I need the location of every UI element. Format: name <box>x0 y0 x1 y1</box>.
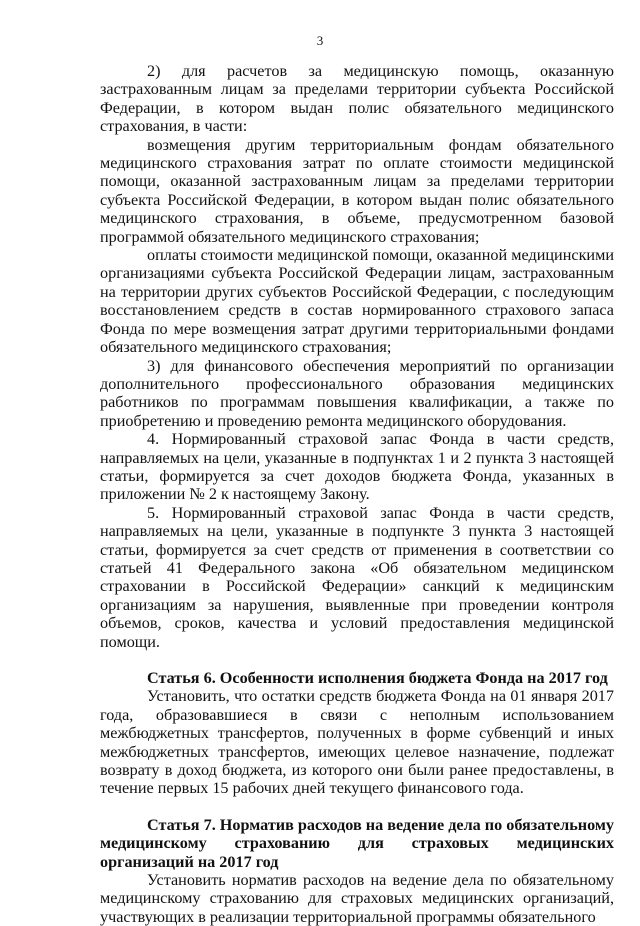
paragraph-payment: оплаты стоимости медицинской помощи, оказанной медицинскими организациями субъекта Российской Федерации лицам, застрахованным на территории других субъектов Российской Федерации, с последующим восстановлением средств в состав нормированного страхового запаса Фонда по мере возмещения затрат другими территориальными фондами обязательного медицинского страхования; <box>100 246 614 357</box>
document-body <box>100 62 614 926</box>
article-6-heading: Статья 6. Особенности исполнения бюджета Фонда на 2017 год <box>147 669 608 687</box>
article-6-text: Установить, что остатки средств бюджета Фонда на 01 января 2017 года, образовавшиеся в связи с неполным использованием межбюджетных трансфертов, полученных в форме субвенций и иных межбюджетных трансфертов, имеющих целевое назначение, подлежат возврату в доход бюджета, из которого они были ранее предоставлены, в течение первых 15 рабочих дней текущего финансового года. <box>100 687 614 798</box>
paragraph-item-3: 3) для финансового обеспечения мероприятий по организации дополнительного профессионального образования медицинских работников по программам повышения квалификации, а также по приобретению и проведению ремонта медицинского оборудования. <box>100 356 614 430</box>
paragraph-clause-5: 5. Нормированный страховой запас Фонда в части средств, направляемых на цели, указанные в подпункте 3 пункта 3 настоящей статьи, формируется за счет средств от применения в соответствии со статьей 41 Федерального закона «Об обязательном медицинском страховании в Российской Федерации» санкций к медицинским организациям за нарушения, выявленные при проведении контроля объемов, сроков, качества и условий предоставления медицинской помощи. <box>100 503 614 651</box>
paragraph-item-2: 2) для расчетов за медицинскую помощь, оказанную застрахованным лицам за пределами территории субъекта Российской Федерации, в котором выдан полис обязательного медицинского страхования, в части: <box>100 62 614 136</box>
article-7-heading: Статья 7. Норматив расходов на ведение дела по обязательному медицинскому страхованию для страховых медицинских организаций на 2017 год <box>100 815 614 871</box>
article-7-text: Установить норматив расходов на ведение дела по обязательному медицинскому страхованию для страховых медицинских организаций, участвующих в реализации территориальной программы обязательного <box>100 871 614 926</box>
paragraph-clause-4: 4. Нормированный страховой запас Фонда в части средств, направляемых на цели, указанные в подпунктах 1 и 2 пункта 3 настоящей статьи, формируется за счет доходов бюджета Фонда, указанных в приложении № 2 к настоящему Закону. <box>100 430 614 504</box>
paragraph-reimbursement: возмещения другим территориальным фондам обязательного медицинского страхования затрат по оплате стоимости медицинской помощи, оказанной застрахованным лицам за пределами территории субъекта Российской Федерации, в котором выдан полис обязательного медицинского страхования, в объеме, предусмотренном базовой программой обязательного медицинского страхования; <box>100 135 614 246</box>
page-number: 3 <box>316 33 324 48</box>
